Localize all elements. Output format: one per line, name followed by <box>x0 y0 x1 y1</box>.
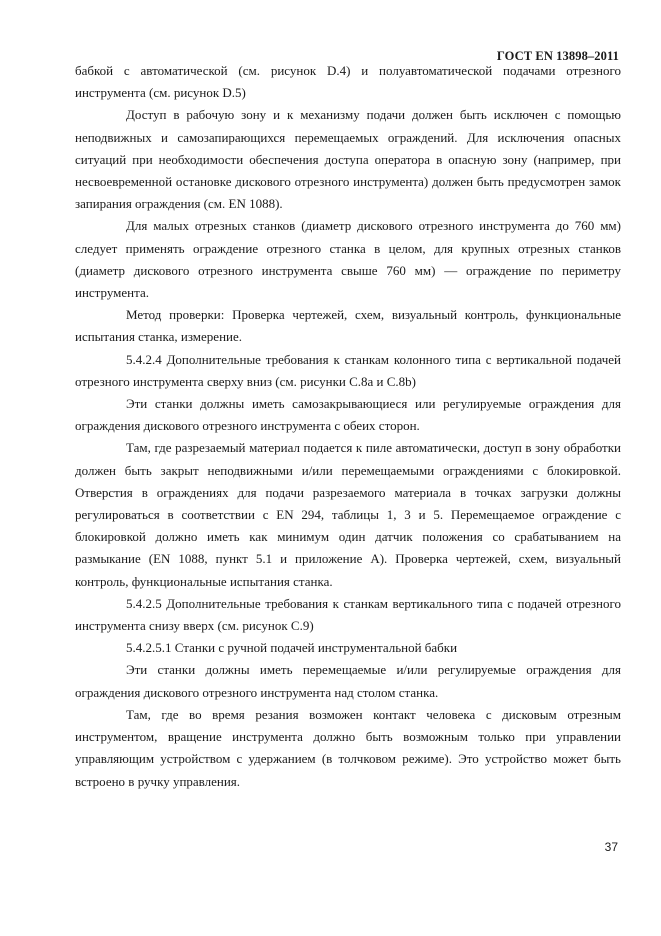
paragraph-self-closing-guards: Эти станки должны иметь самозакрывающиеся или регулируемые ограждения для ограждения дискового отрезного инструмента с обеих сторон. <box>75 396 621 434</box>
paragraph-small-large-machines: Для малых отрезных станков (диаметр дискового отрезного инструмента до 760 мм) следует применять ограждение отрезного станка в целом, для крупных отрезных станков (диаметр дискового отрезного инструмента свыше 760 мм) — ограждение по периметру инструмента. <box>75 218 621 301</box>
section-5-4-2-4-heading: 5.4.2.4 Дополнительные требования к станкам колонного типа с вертикальной подачей отрезного инструмента сверху вниз (см. рисунки С.8a и С.8b) <box>75 351 621 389</box>
document-header: ГОСТ EN 13898–2011 <box>496 49 619 63</box>
paragraph-test-method: Метод проверки: Проверка чертежей, схем, визуальный контроль, функциональные испытания станка, измерение. <box>75 307 621 345</box>
document-body <box>75 60 621 793</box>
section-5-4-2-5-1-heading: 5.4.2.5.1 Станки с ручной подачей инструментальной бабки <box>126 640 458 656</box>
paragraph-access-guarding: Доступ в рабочую зону и к механизму подачи должен быть исключен с помощью неподвижных и самозапирающихся перемещаемых ограждений. Для исключения опасных ситуаций при необходимости обеспечения доступа оператора в опасную зону (например, при несвоевременной остановке дискового отрезного инструмента) должен быть предусмотрен замок запирания ограждения (см. EN 1088). <box>75 107 621 212</box>
paragraph-hold-to-run-control: Там, где во время резания возможен контакт человека с дисковым отрезным инструментом, вращение инструмента должно быть возможным только при управлении управляющим устройством с удержанием (в толчковом режиме). Это устройство может быть встроено в ручку управления. <box>75 706 621 789</box>
section-5-4-2-5-heading: 5.4.2.5 Дополнительные требования к станкам вертикального типа с подачей отрезного инструмента снизу вверх (см. рисунок С.9) <box>75 595 621 634</box>
paragraph-movable-guards: Эти станки должны иметь перемещаемые и/или регулируемые ограждения для ограждения дискового отрезного инструмента над столом станка. <box>75 662 621 700</box>
paragraph-continuation: бабкой с автоматической (см. рисунок D.4) и полуавтоматической подачами отрезного инструмента (см. рисунок D.5) <box>75 63 621 101</box>
page-number: 37 <box>604 840 618 854</box>
paragraph-automatic-feed: Там, где разрезаемый материал подается к пиле автоматически, доступ в зону обработки должен быть закрыт неподвижными и/или перемещаемыми ограждениями с блокировкой. Отверстия в ограждениях для подачи разрезаемого материала в точках загрузки должны регулироваться в соответствии с EN 294, таблицы 1, 3 и 5. Перемещаемое ограждение с блокировкой должно иметь как минимум один датчик положения со срабатыванием на размыкание (EN 1088, пункт 5.1 и приложение А). Проверка чертежей, схем, визуальный контроль, функциональные испытания станка. <box>75 440 621 589</box>
